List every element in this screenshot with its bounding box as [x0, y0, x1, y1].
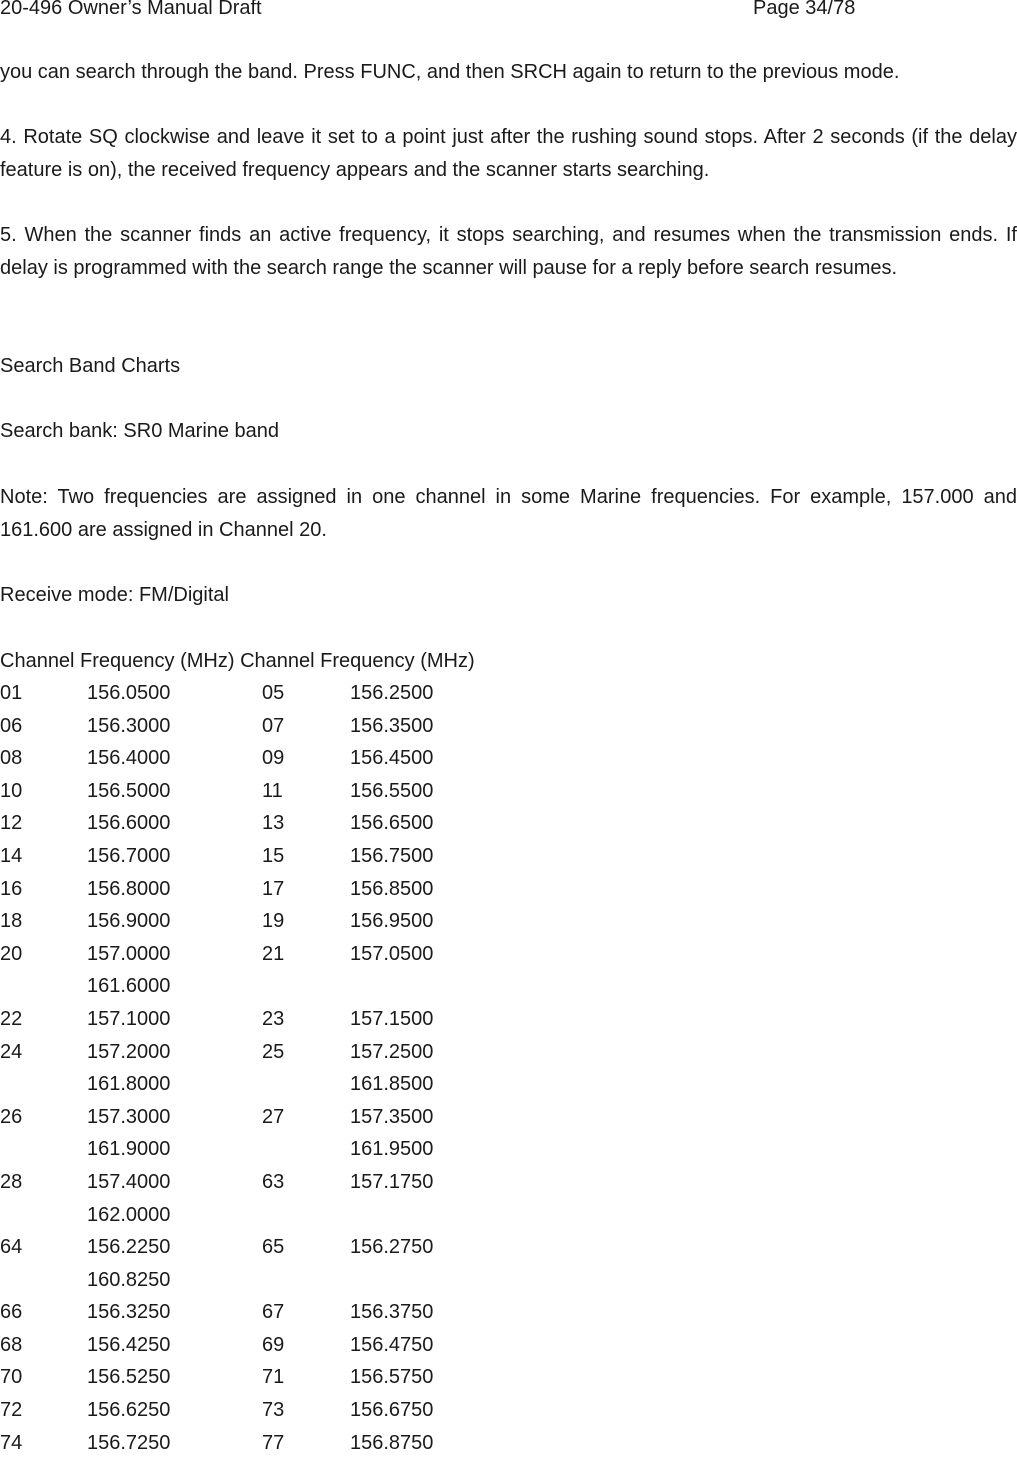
channel-cell: 13 — [262, 812, 285, 835]
channel-cell: 19 — [262, 910, 285, 933]
frequency-cell: 156.9000 — [87, 910, 171, 933]
frequency-table — [0, 677, 600, 1459]
frequency-cell: 156.8750 — [350, 1431, 434, 1454]
frequency-cell: 156.4500 — [350, 747, 434, 770]
channel-cell: 77 — [262, 1431, 285, 1454]
frequency-cell: 156.0500 — [87, 682, 171, 704]
channel-cell: 64 — [0, 1236, 23, 1259]
frequency-cell: 162.0000 — [87, 1203, 171, 1226]
channel-cell: 26 — [0, 1105, 23, 1128]
page-number: Page 34/78 — [753, 0, 856, 19]
frequency-cell: 157.3500 — [350, 1105, 434, 1128]
frequency-cell: 156.6000 — [87, 812, 171, 835]
frequency-cell: 156.2750 — [350, 1236, 434, 1259]
frequency-cell: 156.7500 — [350, 844, 434, 867]
frequency-cell: 157.2500 — [350, 1040, 434, 1063]
frequency-cell: 157.1500 — [350, 1007, 434, 1030]
channel-cell: 10 — [0, 779, 23, 802]
frequency-cell: 156.6500 — [350, 812, 434, 835]
frequency-cell: 161.8000 — [87, 1073, 171, 1096]
table-row — [0, 1296, 600, 1329]
frequency-cell: 156.5750 — [350, 1366, 434, 1389]
document-title: 20-496 Owner’s Manual Draft — [0, 0, 262, 19]
frequency-cell: 161.6000 — [87, 975, 171, 998]
table-row — [0, 1003, 600, 1036]
table-row — [0, 1133, 600, 1166]
channel-cell: 71 — [262, 1366, 285, 1389]
channel-cell: 66 — [0, 1301, 23, 1324]
table-row — [0, 1264, 600, 1297]
channel-cell: 70 — [0, 1366, 23, 1389]
channel-cell: 67 — [262, 1301, 285, 1324]
frequency-cell: 156.3500 — [350, 714, 434, 737]
receive-mode-label: Receive mode: FM/Digital — [0, 584, 229, 606]
channel-cell: 06 — [0, 714, 23, 737]
channel-cell: 08 — [0, 747, 23, 770]
channel-cell: 16 — [0, 877, 23, 900]
paragraph-search-band-instruction: you can search through the band. Press FUNC, and then SRCH again to return to the previous mode. — [0, 61, 900, 83]
channel-cell: 15 — [262, 844, 285, 867]
frequency-cell: 156.3750 — [350, 1301, 434, 1324]
table-row — [0, 1068, 600, 1101]
frequency-cell: 157.2000 — [87, 1040, 171, 1063]
frequency-cell: 157.1000 — [87, 1007, 171, 1030]
channel-cell: 22 — [0, 1007, 23, 1030]
frequency-cell: 157.4000 — [87, 1170, 171, 1193]
table-row — [0, 1427, 600, 1459]
channel-cell: 01 — [0, 682, 23, 704]
frequency-cell: 156.2250 — [87, 1236, 171, 1259]
frequency-cell: 156.4250 — [87, 1333, 171, 1356]
frequency-cell: 156.6750 — [350, 1399, 434, 1422]
channel-cell: 74 — [0, 1431, 23, 1454]
channel-cell: 63 — [262, 1170, 285, 1193]
table-row — [0, 938, 600, 971]
channel-cell: 14 — [0, 844, 23, 867]
table-row — [0, 1101, 600, 1134]
table-row — [0, 1329, 600, 1362]
channel-cell: 28 — [0, 1170, 23, 1193]
channel-cell: 18 — [0, 910, 23, 933]
channel-cell: 25 — [262, 1040, 285, 1063]
channel-cell: 21 — [262, 942, 285, 965]
section-heading-search-band-charts: Search Band Charts — [0, 355, 181, 377]
frequency-cell: 156.3000 — [87, 714, 171, 737]
frequency-cell: 157.3000 — [87, 1105, 171, 1128]
table-row — [0, 710, 600, 743]
table-row — [0, 1231, 600, 1264]
paragraph-active-frequency: 5. When the scanner finds an active frequency, it stops searching, and resumes when the transmission ends. If delay is programmed with the search range the scanner will pause for a reply before search resumes. — [0, 224, 1017, 279]
channel-cell: 68 — [0, 1333, 23, 1356]
table-header: Channel Frequency (MHz) Channel Frequency (MHz) — [0, 650, 475, 672]
frequency-cell: 157.0500 — [350, 942, 434, 965]
frequency-cell: 156.4750 — [350, 1333, 434, 1356]
channel-cell: 17 — [262, 877, 285, 900]
page-header — [0, 0, 1017, 28]
table-row — [0, 970, 600, 1003]
table-row — [0, 840, 600, 873]
table-row — [0, 677, 600, 710]
table-row — [0, 1166, 600, 1199]
channel-cell: 05 — [262, 682, 285, 704]
channel-cell: 27 — [262, 1105, 285, 1128]
frequency-cell: 157.1750 — [350, 1170, 434, 1193]
channel-cell: 24 — [0, 1040, 23, 1063]
channel-cell: 72 — [0, 1399, 23, 1422]
paragraph-rotate-sq: 4. Rotate SQ clockwise and leave it set to a point just after the rushing sound stops. After 2 seconds (if the delay feature is on), the received frequency appears and the scanner starts searching. — [0, 126, 1017, 181]
channel-cell: 07 — [262, 714, 285, 737]
table-row — [0, 1199, 600, 1232]
frequency-cell: 156.8000 — [87, 877, 171, 900]
frequency-cell: 157.0000 — [87, 942, 171, 965]
frequency-cell: 156.2500 — [350, 682, 434, 704]
channel-cell: 12 — [0, 812, 23, 835]
table-row — [0, 1361, 600, 1394]
frequency-cell: 161.9500 — [350, 1138, 434, 1161]
channel-cell: 11 — [262, 779, 283, 802]
table-row — [0, 905, 600, 938]
frequency-cell: 156.5000 — [87, 779, 171, 802]
paragraph-note: Note: Two frequencies are assigned in one channel in some Marine frequencies. For example, 157.000 and 161.600 are assigned in Channel 20. — [0, 486, 1017, 541]
channel-cell: 73 — [262, 1399, 285, 1422]
frequency-cell: 161.9000 — [87, 1138, 171, 1161]
frequency-cell: 156.3250 — [87, 1301, 171, 1324]
table-row — [0, 807, 600, 840]
frequency-cell: 156.7000 — [87, 844, 171, 867]
search-bank-label: Search bank: SR0 Marine band — [0, 420, 280, 442]
table-row — [0, 1394, 600, 1427]
frequency-cell: 156.7250 — [87, 1431, 171, 1454]
frequency-cell: 160.8250 — [87, 1268, 171, 1291]
frequency-cell: 156.5250 — [87, 1366, 171, 1389]
channel-cell: 65 — [262, 1236, 285, 1259]
table-row — [0, 1036, 600, 1069]
channel-cell: 20 — [0, 942, 23, 965]
channel-cell: 69 — [262, 1333, 285, 1356]
frequency-cell: 156.9500 — [350, 910, 434, 933]
frequency-cell: 161.8500 — [350, 1073, 434, 1096]
table-row — [0, 742, 600, 775]
frequency-cell: 156.4000 — [87, 747, 171, 770]
table-row — [0, 873, 600, 906]
channel-cell: 23 — [262, 1007, 285, 1030]
channel-cell: 09 — [262, 747, 285, 770]
frequency-cell: 156.5500 — [350, 779, 434, 802]
frequency-cell: 156.8500 — [350, 877, 434, 900]
table-row — [0, 775, 600, 808]
frequency-cell: 156.6250 — [87, 1399, 171, 1422]
